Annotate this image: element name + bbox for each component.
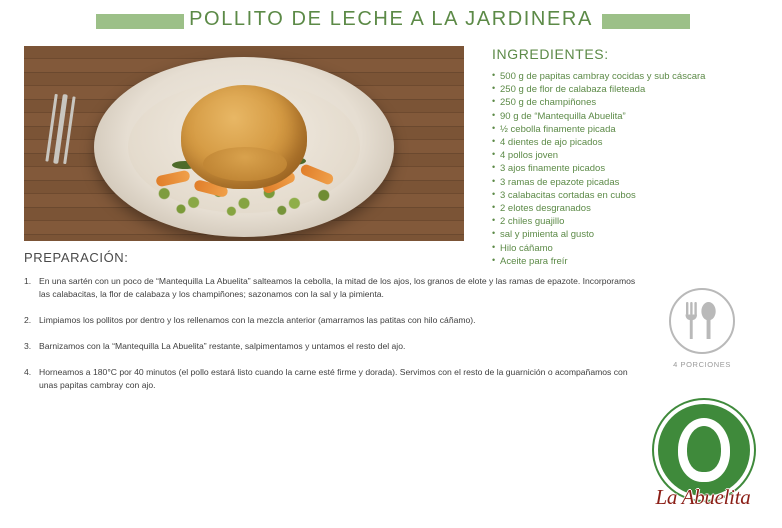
portions-label: 4 PORCIONES <box>673 360 731 369</box>
step-text: En una sartén con un poco de “Mantequilla La Abuelita” salteamos la cebolla, la mitad de los ajos, los granos de elote y las ramas de epazote. Incorporamos las calabacitas, la flor de calabaza y los champiñones; sazonamos con la sal y la pimienta. <box>39 276 636 299</box>
abuelita-silhouette-icon <box>658 404 750 496</box>
preparation-section <box>24 250 642 405</box>
step-number: 1. <box>24 276 32 286</box>
ingredient-item: • Aceite para freír <box>492 255 760 268</box>
ingredient-item: • 3 ajos finamente picados <box>492 162 760 175</box>
plate <box>94 57 394 237</box>
step-text: Barnizamos con la “Mantequilla La Abuelita” restante, salpimentamos y untamos el resto del ajo. <box>39 341 406 351</box>
portions-badge <box>660 288 744 369</box>
preparation-title: PREPARACIÓN: <box>24 250 129 265</box>
ingredient-item: • Hilo cáñamo <box>492 242 760 255</box>
recipe-photo <box>24 46 464 241</box>
cutlery-icon <box>684 302 720 340</box>
ingredients-section <box>492 46 760 268</box>
page-header <box>0 8 782 34</box>
ingredient-item: • 90 g de “Mantequilla Abuelita” <box>492 110 760 123</box>
ingredient-item: • 250 g de flor de calabaza fileteada <box>492 83 760 96</box>
ingredient-item: • 250 g de champiñones <box>492 96 760 109</box>
brand-wordmark: La Abuelita <box>655 485 751 509</box>
preparation-step <box>24 366 642 392</box>
portions-circle <box>669 288 735 354</box>
step-text: Horneamos a 180°C por 40 minutos (el pollo estará listo cuando la carne esté firme y dorada). Servimos con el resto de la guarnición o acompañamos con unas papitas cambray con ajo. <box>39 367 628 390</box>
ingredient-item: • 2 elotes desgranados <box>492 202 760 215</box>
ingredient-item: • 3 calabacitas cortadas en cubos <box>492 189 760 202</box>
ingredient-item: • 500 g de papitas cambray cocidas y sub cáscara <box>492 70 760 83</box>
ingredient-item: • 2 chiles guajillo <box>492 215 760 228</box>
ingredient-item: • 3 ramas de epazote picadas <box>492 176 760 189</box>
step-number: 3. <box>24 341 32 351</box>
page-title: POLLITO DE LECHE A LA JARDINERA <box>189 8 593 30</box>
preparation-step <box>24 340 642 353</box>
preparation-step <box>24 314 642 327</box>
brand-logo <box>644 404 762 512</box>
ingredients-list <box>492 70 760 268</box>
ingredients-title: INGREDIENTES: <box>492 46 609 62</box>
ingredient-item: • 4 pollos joven <box>492 149 760 162</box>
preparation-step <box>24 275 642 301</box>
step-number: 4. <box>24 367 32 377</box>
step-number: 2. <box>24 315 32 325</box>
step-text: Limpiamos los pollitos por dentro y los rellenamos con la mezcla anterior (amarramos las patitas con hilo cáñamo). <box>39 315 476 325</box>
roast-chicken <box>181 85 307 189</box>
ingredient-item: • sal y pimienta al gusto <box>492 228 760 241</box>
ingredient-item: • 4 dientes de ajo picados <box>492 136 760 149</box>
ingredient-item: • ½ cebolla finamente picada <box>492 123 760 136</box>
